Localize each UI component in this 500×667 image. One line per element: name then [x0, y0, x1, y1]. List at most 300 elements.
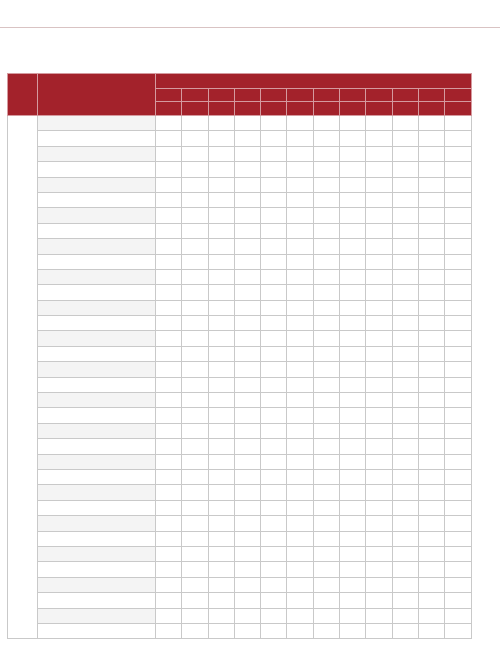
quota-cell — [287, 577, 313, 592]
quota-cell — [340, 162, 366, 177]
quota-cell — [234, 285, 260, 300]
quota-cell — [313, 192, 339, 207]
major-name — [38, 239, 156, 254]
quota-cell — [313, 269, 339, 284]
quota-cell — [287, 408, 313, 423]
quota-cell — [418, 285, 444, 300]
quota-cell — [234, 531, 260, 546]
quota-cell — [366, 131, 392, 146]
quota-cell — [340, 346, 366, 361]
quota-cell — [208, 131, 234, 146]
quota-cell — [418, 531, 444, 546]
quota-cell — [182, 562, 208, 577]
quota-cell — [366, 439, 392, 454]
quota-cell — [340, 116, 366, 131]
quota-cell — [418, 177, 444, 192]
major-name — [38, 223, 156, 238]
quota-cell — [156, 454, 182, 469]
quota-cell — [366, 254, 392, 269]
quota-cell — [340, 516, 366, 531]
quota-cell — [208, 300, 234, 315]
quota-cell — [366, 146, 392, 161]
quota-cell — [418, 208, 444, 223]
quota-cell — [261, 423, 287, 438]
quota-cell — [313, 408, 339, 423]
quota-cell — [392, 485, 418, 500]
quota-cell — [208, 485, 234, 500]
quota-cell — [392, 285, 418, 300]
quota-cell — [261, 208, 287, 223]
quota-cell — [340, 469, 366, 484]
quota-cell — [234, 393, 260, 408]
quota-cell — [366, 331, 392, 346]
quota-cell — [261, 300, 287, 315]
table-row — [8, 254, 472, 269]
quota-cell — [156, 116, 182, 131]
quota-cell — [392, 423, 418, 438]
quota-cell — [234, 239, 260, 254]
quota-cell — [208, 562, 234, 577]
quota-cell — [392, 223, 418, 238]
quota-cell — [234, 192, 260, 207]
quota-cell — [418, 439, 444, 454]
quota-cell — [182, 485, 208, 500]
quota-cell — [287, 423, 313, 438]
quota-cell — [445, 346, 471, 361]
major-name — [38, 285, 156, 300]
major-name — [38, 162, 156, 177]
quota-cell — [366, 285, 392, 300]
quota-cell — [392, 393, 418, 408]
quota-cell — [392, 408, 418, 423]
major-name — [38, 546, 156, 561]
major-name — [38, 454, 156, 469]
province-header — [418, 89, 444, 102]
quota-cell — [392, 593, 418, 608]
quota-cell — [392, 208, 418, 223]
quota-cell — [313, 485, 339, 500]
province-total — [392, 102, 418, 116]
quota-cell — [366, 192, 392, 207]
quota-cell — [313, 116, 339, 131]
quota-cell — [340, 131, 366, 146]
major-name — [38, 408, 156, 423]
quota-cell — [156, 593, 182, 608]
quota-cell — [156, 269, 182, 284]
quota-cell — [208, 269, 234, 284]
quota-cell — [156, 516, 182, 531]
quota-cell — [392, 177, 418, 192]
province-total — [234, 102, 260, 116]
quota-cell — [313, 423, 339, 438]
quota-cell — [287, 377, 313, 392]
quota-cell — [287, 500, 313, 515]
quota-cell — [182, 162, 208, 177]
quota-cell — [418, 192, 444, 207]
quota-cell — [392, 377, 418, 392]
quota-cell — [287, 454, 313, 469]
major-name — [38, 516, 156, 531]
quota-cell — [313, 131, 339, 146]
quota-cell — [366, 546, 392, 561]
category-cell — [8, 116, 38, 639]
quota-cell — [182, 239, 208, 254]
quota-cell — [366, 408, 392, 423]
quota-cell — [340, 608, 366, 623]
quota-cell — [392, 346, 418, 361]
province-total — [182, 102, 208, 116]
quota-cell — [261, 254, 287, 269]
quota-cell — [287, 146, 313, 161]
major-name — [38, 177, 156, 192]
quota-cell — [208, 593, 234, 608]
quota-cell — [156, 469, 182, 484]
table-row — [8, 393, 472, 408]
quota-cell — [445, 239, 471, 254]
province-header — [445, 89, 471, 102]
quota-cell — [418, 300, 444, 315]
quota-cell — [208, 439, 234, 454]
table-row — [8, 146, 472, 161]
quota-cell — [234, 269, 260, 284]
quota-cell — [287, 300, 313, 315]
quota-cell — [445, 562, 471, 577]
quota-cell — [234, 316, 260, 331]
quota-cell — [313, 346, 339, 361]
quota-cell — [234, 608, 260, 623]
quota-cell — [156, 192, 182, 207]
quota-cell — [340, 269, 366, 284]
quota-cell — [287, 254, 313, 269]
quota-cell — [340, 393, 366, 408]
quota-cell — [261, 516, 287, 531]
province-total — [156, 102, 182, 116]
quota-cell — [418, 316, 444, 331]
quota-cell — [234, 131, 260, 146]
quota-cell — [366, 208, 392, 223]
quota-cell — [261, 469, 287, 484]
quota-cell — [445, 608, 471, 623]
quota-cell — [418, 608, 444, 623]
quota-cell — [182, 439, 208, 454]
quota-cell — [392, 192, 418, 207]
quota-cell — [234, 208, 260, 223]
quota-cell — [182, 316, 208, 331]
quota-cell — [287, 485, 313, 500]
quota-cell — [418, 377, 444, 392]
quota-cell — [156, 423, 182, 438]
major-name — [38, 577, 156, 592]
major-header — [38, 74, 156, 116]
quota-cell — [366, 177, 392, 192]
table-row — [8, 162, 472, 177]
quota-cell — [340, 439, 366, 454]
table-row — [8, 408, 472, 423]
quota-cell — [392, 131, 418, 146]
quota-cell — [234, 362, 260, 377]
quota-cell — [234, 346, 260, 361]
quota-cell — [366, 269, 392, 284]
table-row — [8, 562, 472, 577]
quota-cell — [445, 439, 471, 454]
table-row — [8, 423, 472, 438]
quota-cell — [287, 623, 313, 638]
quota-cell — [182, 516, 208, 531]
quota-cell — [313, 254, 339, 269]
quota-cell — [418, 116, 444, 131]
table-row — [8, 439, 472, 454]
quota-cell — [366, 608, 392, 623]
quota-cell — [418, 346, 444, 361]
quota-cell — [392, 116, 418, 131]
quota-cell — [287, 346, 313, 361]
quota-cell — [340, 146, 366, 161]
quota-cell — [182, 593, 208, 608]
province-total — [261, 102, 287, 116]
quota-cell — [261, 192, 287, 207]
quota-cell — [208, 331, 234, 346]
header-divider — [0, 27, 500, 28]
quota-cell — [156, 300, 182, 315]
quota-cell — [313, 593, 339, 608]
quota-cell — [313, 300, 339, 315]
major-name — [38, 500, 156, 515]
quota-cell — [208, 362, 234, 377]
quota-cell — [208, 500, 234, 515]
quota-cell — [156, 608, 182, 623]
quota-cell — [313, 239, 339, 254]
quota-cell — [313, 623, 339, 638]
province-total — [445, 102, 471, 116]
quota-cell — [445, 208, 471, 223]
quota-cell — [366, 162, 392, 177]
quota-cell — [313, 608, 339, 623]
quota-cell — [418, 577, 444, 592]
quota-cell — [182, 285, 208, 300]
quota-cell — [418, 131, 444, 146]
quota-cell — [208, 223, 234, 238]
quota-cell — [366, 223, 392, 238]
quota-cell — [445, 300, 471, 315]
quota-cell — [287, 516, 313, 531]
major-name — [38, 423, 156, 438]
quota-cell — [366, 423, 392, 438]
quota-cell — [208, 254, 234, 269]
quota-cell — [234, 469, 260, 484]
quota-cell — [340, 208, 366, 223]
quota-cell — [234, 116, 260, 131]
quota-cell — [366, 516, 392, 531]
quota-cell — [261, 623, 287, 638]
quota-cell — [182, 393, 208, 408]
quota-cell — [418, 469, 444, 484]
quota-cell — [392, 146, 418, 161]
quota-cell — [445, 116, 471, 131]
quota-cell — [445, 162, 471, 177]
quota-cell — [366, 500, 392, 515]
quota-cell — [261, 577, 287, 592]
quota-cell — [287, 131, 313, 146]
quota-cell — [156, 500, 182, 515]
quota-cell — [366, 346, 392, 361]
table-row — [8, 608, 472, 623]
quota-cell — [287, 223, 313, 238]
quota-cell — [182, 608, 208, 623]
quota-cell — [313, 316, 339, 331]
table-row — [8, 269, 472, 284]
quota-cell — [418, 516, 444, 531]
quota-cell — [445, 469, 471, 484]
quota-cell — [261, 608, 287, 623]
quota-cell — [234, 177, 260, 192]
quota-cell — [366, 116, 392, 131]
quota-cell — [208, 192, 234, 207]
quota-cell — [392, 500, 418, 515]
major-name — [38, 623, 156, 638]
quota-cell — [313, 577, 339, 592]
province-header — [287, 89, 313, 102]
quota-cell — [445, 623, 471, 638]
quota-cell — [445, 577, 471, 592]
quota-cell — [182, 146, 208, 161]
quota-cell — [156, 562, 182, 577]
quota-cell — [445, 516, 471, 531]
quota-cell — [366, 239, 392, 254]
quota-cell — [261, 377, 287, 392]
quota-cell — [261, 177, 287, 192]
quota-cell — [445, 593, 471, 608]
quota-cell — [182, 531, 208, 546]
quota-cell — [208, 316, 234, 331]
quota-cell — [340, 377, 366, 392]
quota-cell — [287, 116, 313, 131]
quota-cell — [261, 239, 287, 254]
province-header — [234, 89, 260, 102]
quota-cell — [340, 177, 366, 192]
quota-cell — [234, 223, 260, 238]
quota-cell — [340, 485, 366, 500]
quota-cell — [182, 223, 208, 238]
quota-cell — [261, 500, 287, 515]
province-header — [392, 89, 418, 102]
quota-cell — [287, 177, 313, 192]
quota-cell — [392, 269, 418, 284]
quota-cell — [313, 562, 339, 577]
quota-cell — [340, 546, 366, 561]
quota-cell — [340, 454, 366, 469]
quota-cell — [445, 331, 471, 346]
quota-cell — [287, 162, 313, 177]
quota-cell — [366, 623, 392, 638]
quota-cell — [261, 485, 287, 500]
major-name — [38, 116, 156, 131]
province-total — [366, 102, 392, 116]
quota-cell — [208, 531, 234, 546]
quota-cell — [156, 393, 182, 408]
table-row — [8, 577, 472, 592]
table-row — [8, 623, 472, 638]
quota-cell — [313, 146, 339, 161]
quota-cell — [208, 608, 234, 623]
quota-cell — [340, 423, 366, 438]
table-row — [8, 116, 472, 131]
major-name — [38, 146, 156, 161]
quota-cell — [287, 208, 313, 223]
quota-cell — [261, 546, 287, 561]
quota-cell — [287, 192, 313, 207]
major-name — [38, 346, 156, 361]
quota-cell — [445, 223, 471, 238]
quota-cell — [340, 331, 366, 346]
quota-cell — [156, 485, 182, 500]
quota-cell — [445, 362, 471, 377]
province-header — [366, 89, 392, 102]
table-row — [8, 531, 472, 546]
quota-cell — [445, 454, 471, 469]
quota-cell — [392, 316, 418, 331]
quota-cell — [418, 331, 444, 346]
quota-cell — [156, 346, 182, 361]
quota-cell — [182, 331, 208, 346]
quota-cell — [313, 208, 339, 223]
quota-cell — [234, 623, 260, 638]
quota-cell — [261, 408, 287, 423]
quota-cell — [208, 377, 234, 392]
quota-cell — [445, 485, 471, 500]
table-row — [8, 285, 472, 300]
quota-cell — [182, 577, 208, 592]
quota-cell — [313, 531, 339, 546]
quota-cell — [313, 454, 339, 469]
quota-cell — [287, 239, 313, 254]
quota-cell — [261, 531, 287, 546]
quota-cell — [287, 439, 313, 454]
quota-cell — [392, 254, 418, 269]
major-name — [38, 254, 156, 269]
quota-cell — [261, 454, 287, 469]
quota-cell — [156, 162, 182, 177]
enrollment-plan-table — [7, 73, 472, 639]
quota-cell — [366, 377, 392, 392]
quota-cell — [182, 192, 208, 207]
quota-cell — [418, 408, 444, 423]
quota-cell — [418, 485, 444, 500]
quota-cell — [340, 623, 366, 638]
quota-cell — [445, 393, 471, 408]
table-row — [8, 192, 472, 207]
major-name — [38, 131, 156, 146]
major-name — [38, 608, 156, 623]
quota-cell — [261, 362, 287, 377]
quota-cell — [287, 331, 313, 346]
category-header — [8, 74, 38, 116]
quota-cell — [445, 316, 471, 331]
quota-cell — [156, 131, 182, 146]
quota-cell — [234, 162, 260, 177]
quota-cell — [392, 608, 418, 623]
quota-cell — [156, 546, 182, 561]
major-name — [38, 531, 156, 546]
quota-cell — [445, 546, 471, 561]
quota-cell — [340, 254, 366, 269]
quota-cell — [366, 300, 392, 315]
quota-cell — [234, 593, 260, 608]
quota-cell — [445, 285, 471, 300]
province-header — [182, 89, 208, 102]
quota-cell — [313, 546, 339, 561]
quota-cell — [313, 285, 339, 300]
quota-cell — [234, 146, 260, 161]
